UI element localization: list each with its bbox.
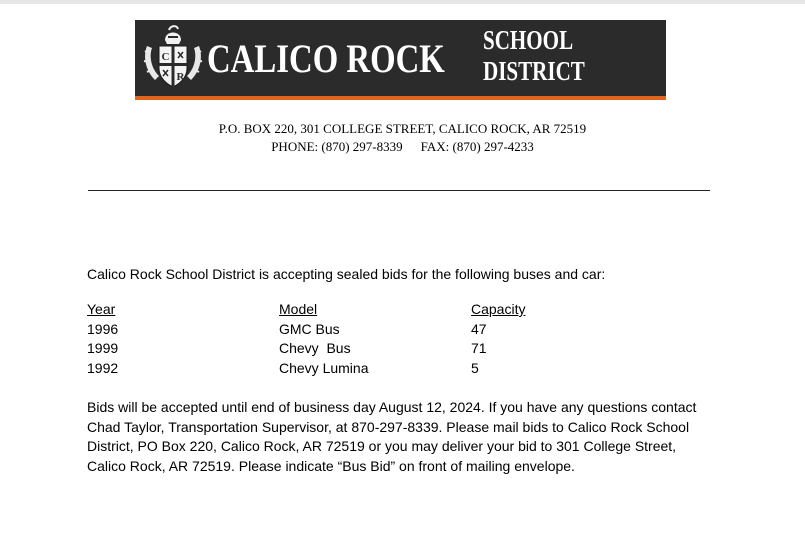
subtitle-line-school: SCHOOL — [483, 25, 574, 55]
model-cell: Chevy Lumina — [279, 360, 369, 377]
capacity-cell: 47 — [471, 320, 487, 337]
column-header-year: Year — [87, 301, 116, 317]
banner-accent-stripe — [135, 96, 666, 100]
subtitle-line-district: DISTRICT — [483, 56, 585, 86]
table-row — [87, 359, 647, 379]
header-divider — [88, 190, 710, 191]
table-header-row — [87, 300, 647, 320]
model-cell: Chevy Bus — [279, 340, 351, 357]
contact-numbers — [0, 138, 805, 156]
year-cell: 1992 — [87, 360, 119, 377]
bid-intro-text: Calico Rock School District is accepting sealed bids for the following buses and car: — [87, 266, 606, 282]
bid-instructions-paragraph: Bids will be accepted until end of business day August 12, 2024. If you have any questions contact Chad Taylor, Transportation Supervisor, at 870-297-8339. Please mail bids to Calico Rock School District, PO Box 220, Calico Rock, AR 72519 or you may deliver your bid to 301 College Street, Calico Rock, AR 72519. Please indicate “Bus Bid” on front of mailing envelope. — [87, 399, 697, 474]
mailing-address: P.O. BOX 220, 301 COLLEGE STREET, CALICO ROCK, AR 72519 — [218, 121, 587, 136]
district-letterhead-banner — [135, 20, 666, 96]
district-crest-logo — [143, 24, 203, 92]
model-cell: GMC Bus — [279, 320, 340, 337]
capacity-cell: 5 — [471, 360, 479, 377]
table-row — [87, 320, 647, 340]
year-cell: 1996 — [87, 320, 119, 337]
year-cell: 1999 — [87, 340, 119, 357]
fax-number: FAX: (870) 297-4233 — [420, 139, 534, 154]
svg-text:C: C — [161, 51, 170, 63]
vehicle-table — [87, 300, 647, 379]
top-edge-line — [0, 0, 805, 4]
phone-number: PHONE: (870) 297-8339 — [271, 139, 403, 154]
column-header-capacity: Capacity — [471, 301, 526, 317]
district-name-subtitle — [483, 25, 663, 87]
svg-text:R: R — [176, 71, 185, 83]
table-row — [87, 339, 647, 359]
capacity-cell: 71 — [471, 340, 487, 357]
district-name-title: CALICO ROCK — [207, 36, 445, 81]
column-header-model: Model — [279, 301, 318, 317]
